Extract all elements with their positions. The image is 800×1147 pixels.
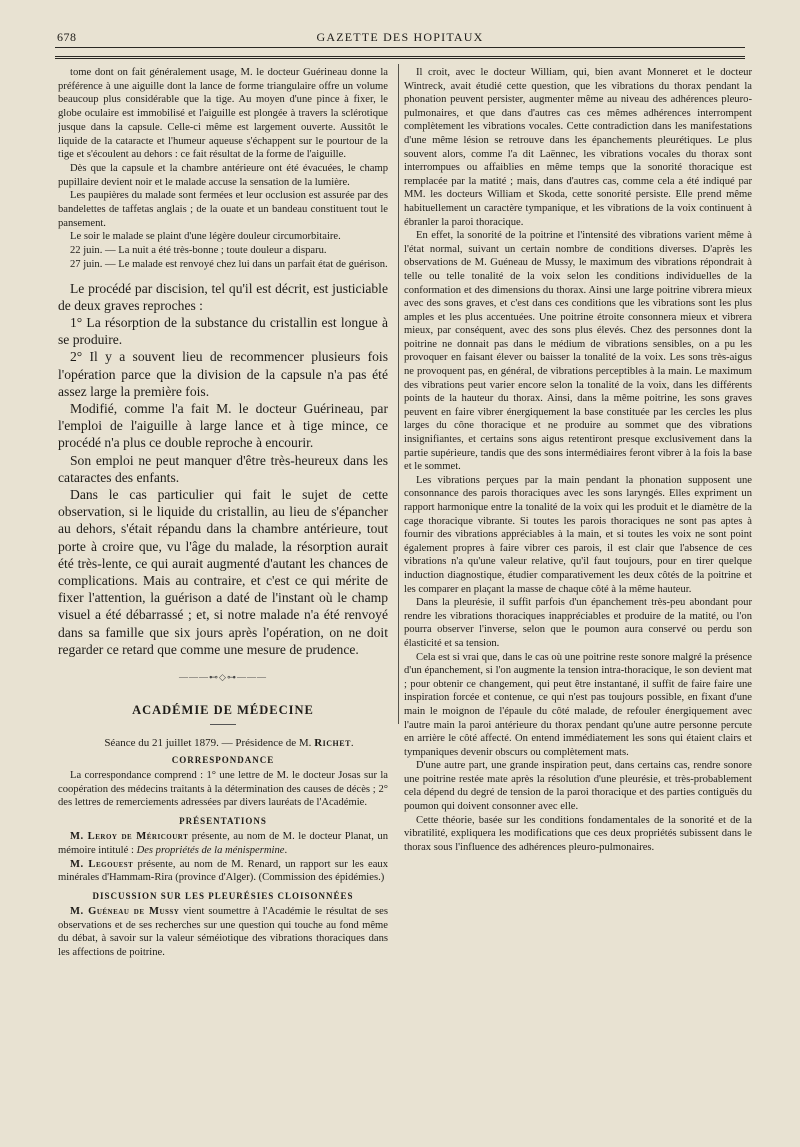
paragraph: Modifié, comme l'a fait M. le docteur Guérineau, par l'emploi de l'aiguille à large lance et à tige mince, ce procédé n'a plus ce double reproche à encourir.	[58, 400, 388, 451]
journal-title: GAZETTE DES HOPITAUX	[316, 30, 484, 44]
paragraph: 1° La résorption de la substance du cristallin est longue à se produire.	[58, 314, 388, 348]
paragraph: Le soir le malade se plaint d'une légère douleur circumorbitaire.	[70, 231, 341, 243]
paragraph: Dès que la capsule et la chambre antérieure ont été évacuées, le champ pupillaire devient noir et le malade accuse la sensation de la lumière.	[58, 162, 388, 188]
paragraph: Dans le cas particulier qui fait le sujet de cette observation, si le liquide du cristallin, au lieu de s'épancher au dehors, s'était répandu dans la chambre antérieure, tout porte à croire que, vu l'âge du malade, la résorption aurait été très-lente, ce qui aurait augmenté d'autant les chances de complications. Mais au contraire, et c'est ce qui mérite de fixer l'attention, la guérison a daté de l'instant où le champ visuel a été débarrassé ; et, si notre malade n'a été renvoyé dans sa famille que six jours après l'opération, on ne doit regarder ce retard que comme une mesure de prudence.	[58, 486, 388, 657]
paragraph: Il croit, avec le docteur William, qui, bien avant Monneret et le docteur Wintreck, avait étudié cette question, que les vibrations du thorax pendant la phonation peuvent persister, augmenter même au niveau des adhérences pleuro-pulmonaires, et que dans d'autres cas ces mêmes adhérences interrompent complètement les vibrations vocales. Cette contradiction dans les manifestations d'une même lésion se retrouve dans les épanchements pleurétiques. Le plus souvent alors, comme l'a dit Laënnec, les vibrations vocales du thorax sont interrompues ou affaiblies en même temps que la sonorité thoracique est remplacée par la matité ; mais, dans d'autres cas, comme cela a été indiqué par MM. les docteurs William et Skoda, cette sonorité persiste. Elle prend même habituellement un caractère tympanique, et les vibrations de la voix continuent à ébranler la paroi thoracique.	[404, 67, 752, 228]
speaker-name: M. Legouest	[70, 858, 134, 870]
speaker-name: M. Leroy de Méricourt	[70, 831, 189, 843]
paragraph: tome dont on fait généralement usage, M. le docteur Guérineau donne la préférence à une aiguille dont la lance de forme triangulaire offre un volume beaucoup plus considérable que la tige. Au moyen d'une pince à fixer, le globe oculaire est immobilisé et l'aiguille est plongée à travers la sclérotique jusque dans la capsule. Celle-ci même est largement ouverte. Aussitôt le liquide de la cataracte et l'humeur aqueuse s'échappent sur le pourtour de la tige et s'écoulent au dehors : ce fait résultat de la forme de l'aiguille.	[58, 67, 388, 161]
section-heading: ACADÉMIE DE MÉDECINE	[132, 703, 314, 718]
paragraph: 27 juin. — Le malade est renvoyé chez lui dans un parfait état de guérison.	[70, 258, 388, 270]
subsection-heading: PRÉSENTATIONS	[179, 816, 267, 827]
discussion-text: vient soumettre à l'Académie le résultat de ses observations et de ses recherches sur une question qui touche au fond même du débat, à savoir sur la valeur séméiotique des vibrations thoraciques dans les affections de poitrine.	[58, 905, 388, 959]
page-number: 678	[57, 30, 77, 44]
paragraph: Les vibrations perçues par la main pendant la phonation supposent une consonnance des parois thoraciques avec les sons laryngés. Elles expriment un rapport harmonique entre la tonalité de la voix qui les produit et le diamètre de la cage thoracique vibrante. Si toutes les parois thoraciques ne sont pas aptes à fournir des vibrations appréciables à la main, et si toutes les voix ne sont point également propres à faire vibrer ces parois, il est clair que l'absence de ces vibrations n'a qu'une valeur relative, qu'il faut toujours, pour en tirer quelque induction diagnostique, étudier comparativement les deux côtés de la poitrine et les comparer en plaçant la masse de chaque côté à la même hauteur.	[404, 474, 752, 595]
presentation-text: présente, au nom de M. le docteur Planat, un mémoire intitulé :	[58, 831, 388, 856]
paragraph: Le procédé par discision, tel qu'il est décrit, est justiciable de deux graves reproches :	[58, 280, 388, 313]
section-separator: ———⊷◇⊶———	[179, 672, 267, 683]
discussion-paragraph	[58, 905, 388, 960]
paragraph: Dans la pleurésie, il suffit parfois d'un épanchement très-peu abondant pour rendre les vibrations thoraciques inappréciables et produire de la matité, ou l'on pourra observer l'inverse, selon que le poumon aura conservé ou perdu son élasticité et sa tension.	[404, 597, 752, 649]
paragraph: Cette théorie, basée sur les conditions fondamentales de la sonorité et de la vibratilité, expliquera les modifications que ces deux propriétés subissent dans le thorax sous l'influence des adhérences pleuro-pulmonaires.	[404, 814, 752, 853]
seance-suffix: .	[350, 737, 354, 750]
president-name: Richet	[314, 737, 351, 750]
heading-rule	[210, 724, 236, 725]
presentation-text: présente, au nom de M. Renard, un rapport sur les eaux minérales d'Hammam-Rira (province d'Alger). (Commission des épidémies.)	[58, 858, 388, 884]
paragraph: 22 juin. — La nuit a été très-bonne ; toute douleur a disparu.	[70, 245, 327, 257]
presentation-suffix: .	[284, 844, 288, 856]
paragraph: D'une autre part, une grande inspiration peut, dans certains cas, rendre sonore une poitrine restée mate après la résolution d'une pleurésie, et très-probablement cela dépend du degré de tension de la paroi thoracique et des parties contiguës du poumon qui doivent consonner avec elle.	[404, 760, 752, 813]
presentation-item	[58, 858, 388, 885]
presentation-item	[58, 830, 388, 857]
paragraph: Cela est si vrai que, dans le cas où une poitrine reste sonore malgré la présence d'un épanchement, si l'on augmente la tension intra-thoracique, le son devient mat ; pour obtenir ce changement, qui peut être instantané, il suffit de faire faire une inspiration forcée et contenue, ce qui n'est pas toujours possible, en fixant d'une main le moignon de l'épaule du côté malade, de refouler énergiquement avec l'autre main la paroi antérieure du thorax pendant qu'une autre personne percute en arrière le côté affecté. On entend immédiatement les sons qui étaient clairs et tympaniques devenir obscurs ou complètement mats.	[404, 651, 752, 758]
right-column	[404, 66, 752, 1138]
left-column	[58, 66, 388, 1138]
header-double-rule-bottom	[55, 58, 745, 59]
seance-text: Séance du 21 juillet 1879. — Présidence de M.	[104, 737, 315, 750]
memoir-title: Des propriétés de la ménispermine	[136, 844, 285, 856]
paragraph: Son emploi ne peut manquer d'être très-heureux dans les cataractes des enfants.	[58, 452, 388, 485]
paragraph: En effet, la sonorité de la poitrine et l'intensité des vibrations varient même à l'état normal, suivant un certain nombre de conditions diverses. D'après les observations de M. Guéneau de Mussy, le maximum des vibrations répondrait à telle ou telle tonalité de la voix selon les conditions individuelles de la conformation et des dimensions du thorax. Ainsi une large poitrine vibrera mieux avec des sons graves, et c'est dans ces conditions que les vibrations sont les plus amples et les plus accentuées. Une poitrine étroite consonnera mieux et vibrera mieux, par conséquent, avec des sons plus élevés. Chez des personnes dont la poitrine ne donnait pas dans le médium de vibrations sensibles, on a pu les provoquer en faisant élever ou baisser la tonalité de la voix. Les sons très-aigus ne provoquent pas, en général, de vibrations perceptibles à la main. Le maximum des vibrations peut varier encore selon la tonalité de la voix, dans les différents points de la hauteur du thorax. Ainsi, dans la même poitrine, les sons graves peuvent en faire vibrer énergiquement la base constituée par les cercles les plus larges du cône thoracique et ne produire au sommet que des vibrations insignifiantes, et certains sons aigus retentiront presque exclusivement dans la partie supérieure, tandis que des sons intermédiaires feront vibrer à la fois la base et le sommet.	[404, 230, 752, 473]
paragraph: 2° Il y a souvent lieu de recommencer plusieurs fois l'opération parce que la division de la capsule n'a pas été assez large la première fois.	[58, 349, 388, 399]
page-header	[0, 0, 800, 60]
subsection-heading: DISCUSSION SUR LES PLEURÉSIES CLOISONNÉES	[92, 890, 354, 901]
header-double-rule-top	[55, 56, 745, 57]
paragraph: La correspondance comprend : 1° une lettre de M. le docteur Josas sur la coopération des médecins traitants à la détermination des causes de décès ; 2° des lettres de remerciements adressées par divers lauréats de l'Académie.	[58, 770, 388, 809]
header-rule	[55, 47, 745, 48]
paragraph: Les paupières du malade sont fermées et leur occlusion est assurée par des bandelettes de taffetas anglais ; de la ouate et un bandeau constituent tout le pansement.	[58, 190, 388, 229]
column-divider	[398, 64, 399, 724]
speaker-name: M. Guéneau de Mussy	[70, 905, 180, 917]
seance-line	[58, 737, 388, 749]
subsection-heading: CORRESPONDANCE	[171, 755, 275, 766]
